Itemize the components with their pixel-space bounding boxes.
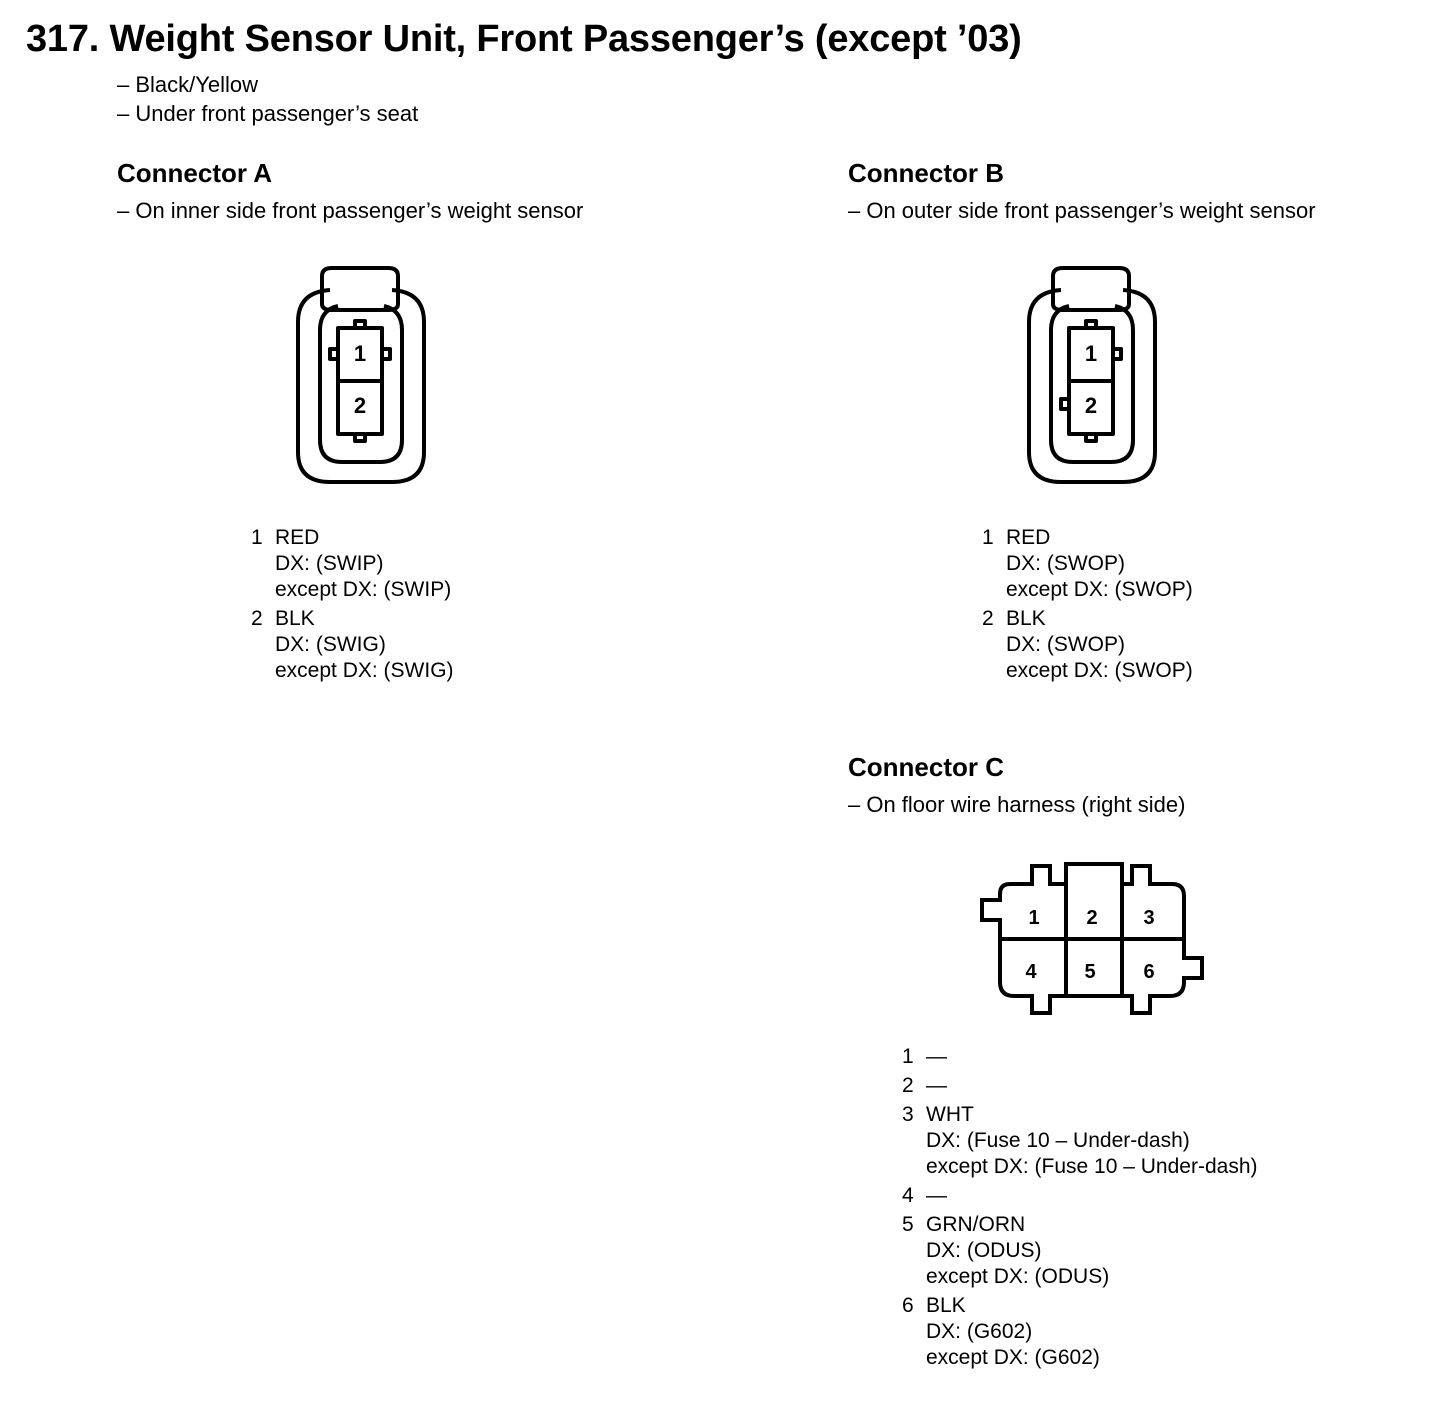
connector-c-heading: Connector C <box>848 752 1004 782</box>
except-dx-circuit: except DX: (ODUS) <box>926 1265 1110 1288</box>
pin-number: 2 <box>902 1074 914 1097</box>
pin-row <box>902 1293 1258 1371</box>
connector-c-pin-list <box>902 1044 1258 1374</box>
pin-row <box>982 606 1193 684</box>
pin-number: 1 <box>251 526 263 549</box>
pin-number: 3 <box>902 1103 914 1126</box>
connector-c-outer-shell <box>982 864 1202 1013</box>
connector-b-inner-wall <box>1051 306 1133 462</box>
pin-number: 1 <box>902 1045 914 1068</box>
pin-row <box>902 1044 1258 1070</box>
wire-color: BLK <box>926 1294 966 1317</box>
pin-number: 5 <box>902 1213 914 1236</box>
wire-color: — <box>926 1074 947 1097</box>
connector-b-location: – On outer side front passenger’s weight sensor <box>848 198 1316 223</box>
dx-circuit: DX: (Fuse 10 – Under-dash) <box>926 1129 1190 1152</box>
unit-location: – Under front passenger’s seat <box>117 101 419 126</box>
connector-c-cavity-6: 6 <box>1143 961 1155 983</box>
pin-number: 2 <box>251 607 263 630</box>
connector-b-latch <box>1053 268 1129 310</box>
connector-a-cavity-frame <box>338 328 382 434</box>
pin-row <box>902 1102 1258 1180</box>
except-dx-circuit: except DX: (SWOP) <box>1006 659 1193 682</box>
except-dx-circuit: except DX: (Fuse 10 – Under-dash) <box>926 1155 1258 1178</box>
dx-circuit: DX: (SWIP) <box>275 552 384 575</box>
wire-color: RED <box>1006 526 1051 549</box>
page-title: 317. Weight Sensor Unit, Front Passenger’s (except ’03) <box>26 18 1022 60</box>
dx-circuit: DX: (ODUS) <box>926 1239 1042 1262</box>
connector-c-cavity-1: 1 <box>1028 907 1040 929</box>
pin-number: 1 <box>982 526 994 549</box>
wire-color: — <box>926 1045 947 1068</box>
connector-a-location: – On inner side front passenger’s weight sensor <box>117 198 584 223</box>
dx-circuit: DX: (G602) <box>926 1320 1033 1343</box>
connector-a-latch <box>322 268 398 310</box>
connector-a-cavity-1: 1 <box>353 341 367 366</box>
connector-a-pin-list <box>251 525 454 687</box>
wire-color: — <box>926 1184 947 1207</box>
pin-row <box>982 525 1193 603</box>
pin-row <box>251 606 454 684</box>
except-dx-circuit: except DX: (G602) <box>926 1346 1100 1369</box>
connector-b-outer-shell <box>1029 290 1155 482</box>
pin-number: 2 <box>982 607 994 630</box>
wire-color: WHT <box>926 1103 974 1126</box>
wire-color: GRN/ORN <box>926 1213 1026 1236</box>
connector-a-heading: Connector A <box>117 158 273 188</box>
connector-color: – Black/Yellow <box>117 72 259 97</box>
connector-c-cavity-3: 3 <box>1143 907 1155 929</box>
wire-color: BLK <box>1006 607 1046 630</box>
connector-c-cavity-2: 2 <box>1086 907 1098 929</box>
connector-c-cavity-4: 4 <box>1025 961 1037 983</box>
wire-color: BLK <box>275 607 315 630</box>
pin-number: 4 <box>902 1184 914 1207</box>
connector-a-cavity-2: 2 <box>353 393 367 418</box>
connector-b-cavity-1: 1 <box>1084 341 1098 366</box>
pin-number: 6 <box>902 1294 914 1317</box>
connector-c-location: – On floor wire harness (right side) <box>848 792 1186 817</box>
dx-circuit: DX: (SWOP) <box>1006 633 1125 656</box>
connector-a-inner-wall <box>320 306 402 462</box>
except-dx-circuit: except DX: (SWOP) <box>1006 578 1193 601</box>
dx-circuit: DX: (SWIG) <box>275 633 386 656</box>
except-dx-circuit: except DX: (SWIG) <box>275 659 454 682</box>
dx-circuit: DX: (SWOP) <box>1006 552 1125 575</box>
pin-row <box>902 1183 1258 1209</box>
except-dx-circuit: except DX: (SWIP) <box>275 578 452 601</box>
connector-b-cavity-frame <box>1069 328 1113 434</box>
connector-a-outer-shell <box>298 290 424 482</box>
connector-c-cavity-5: 5 <box>1084 961 1096 983</box>
connector-b-pin-list <box>982 525 1193 687</box>
connector-b-cavity-2: 2 <box>1084 393 1098 418</box>
wire-color: RED <box>275 526 320 549</box>
connector-b-heading: Connector B <box>848 158 1004 188</box>
pin-row <box>902 1212 1258 1290</box>
pin-row <box>902 1073 1258 1099</box>
pin-row <box>251 525 454 603</box>
